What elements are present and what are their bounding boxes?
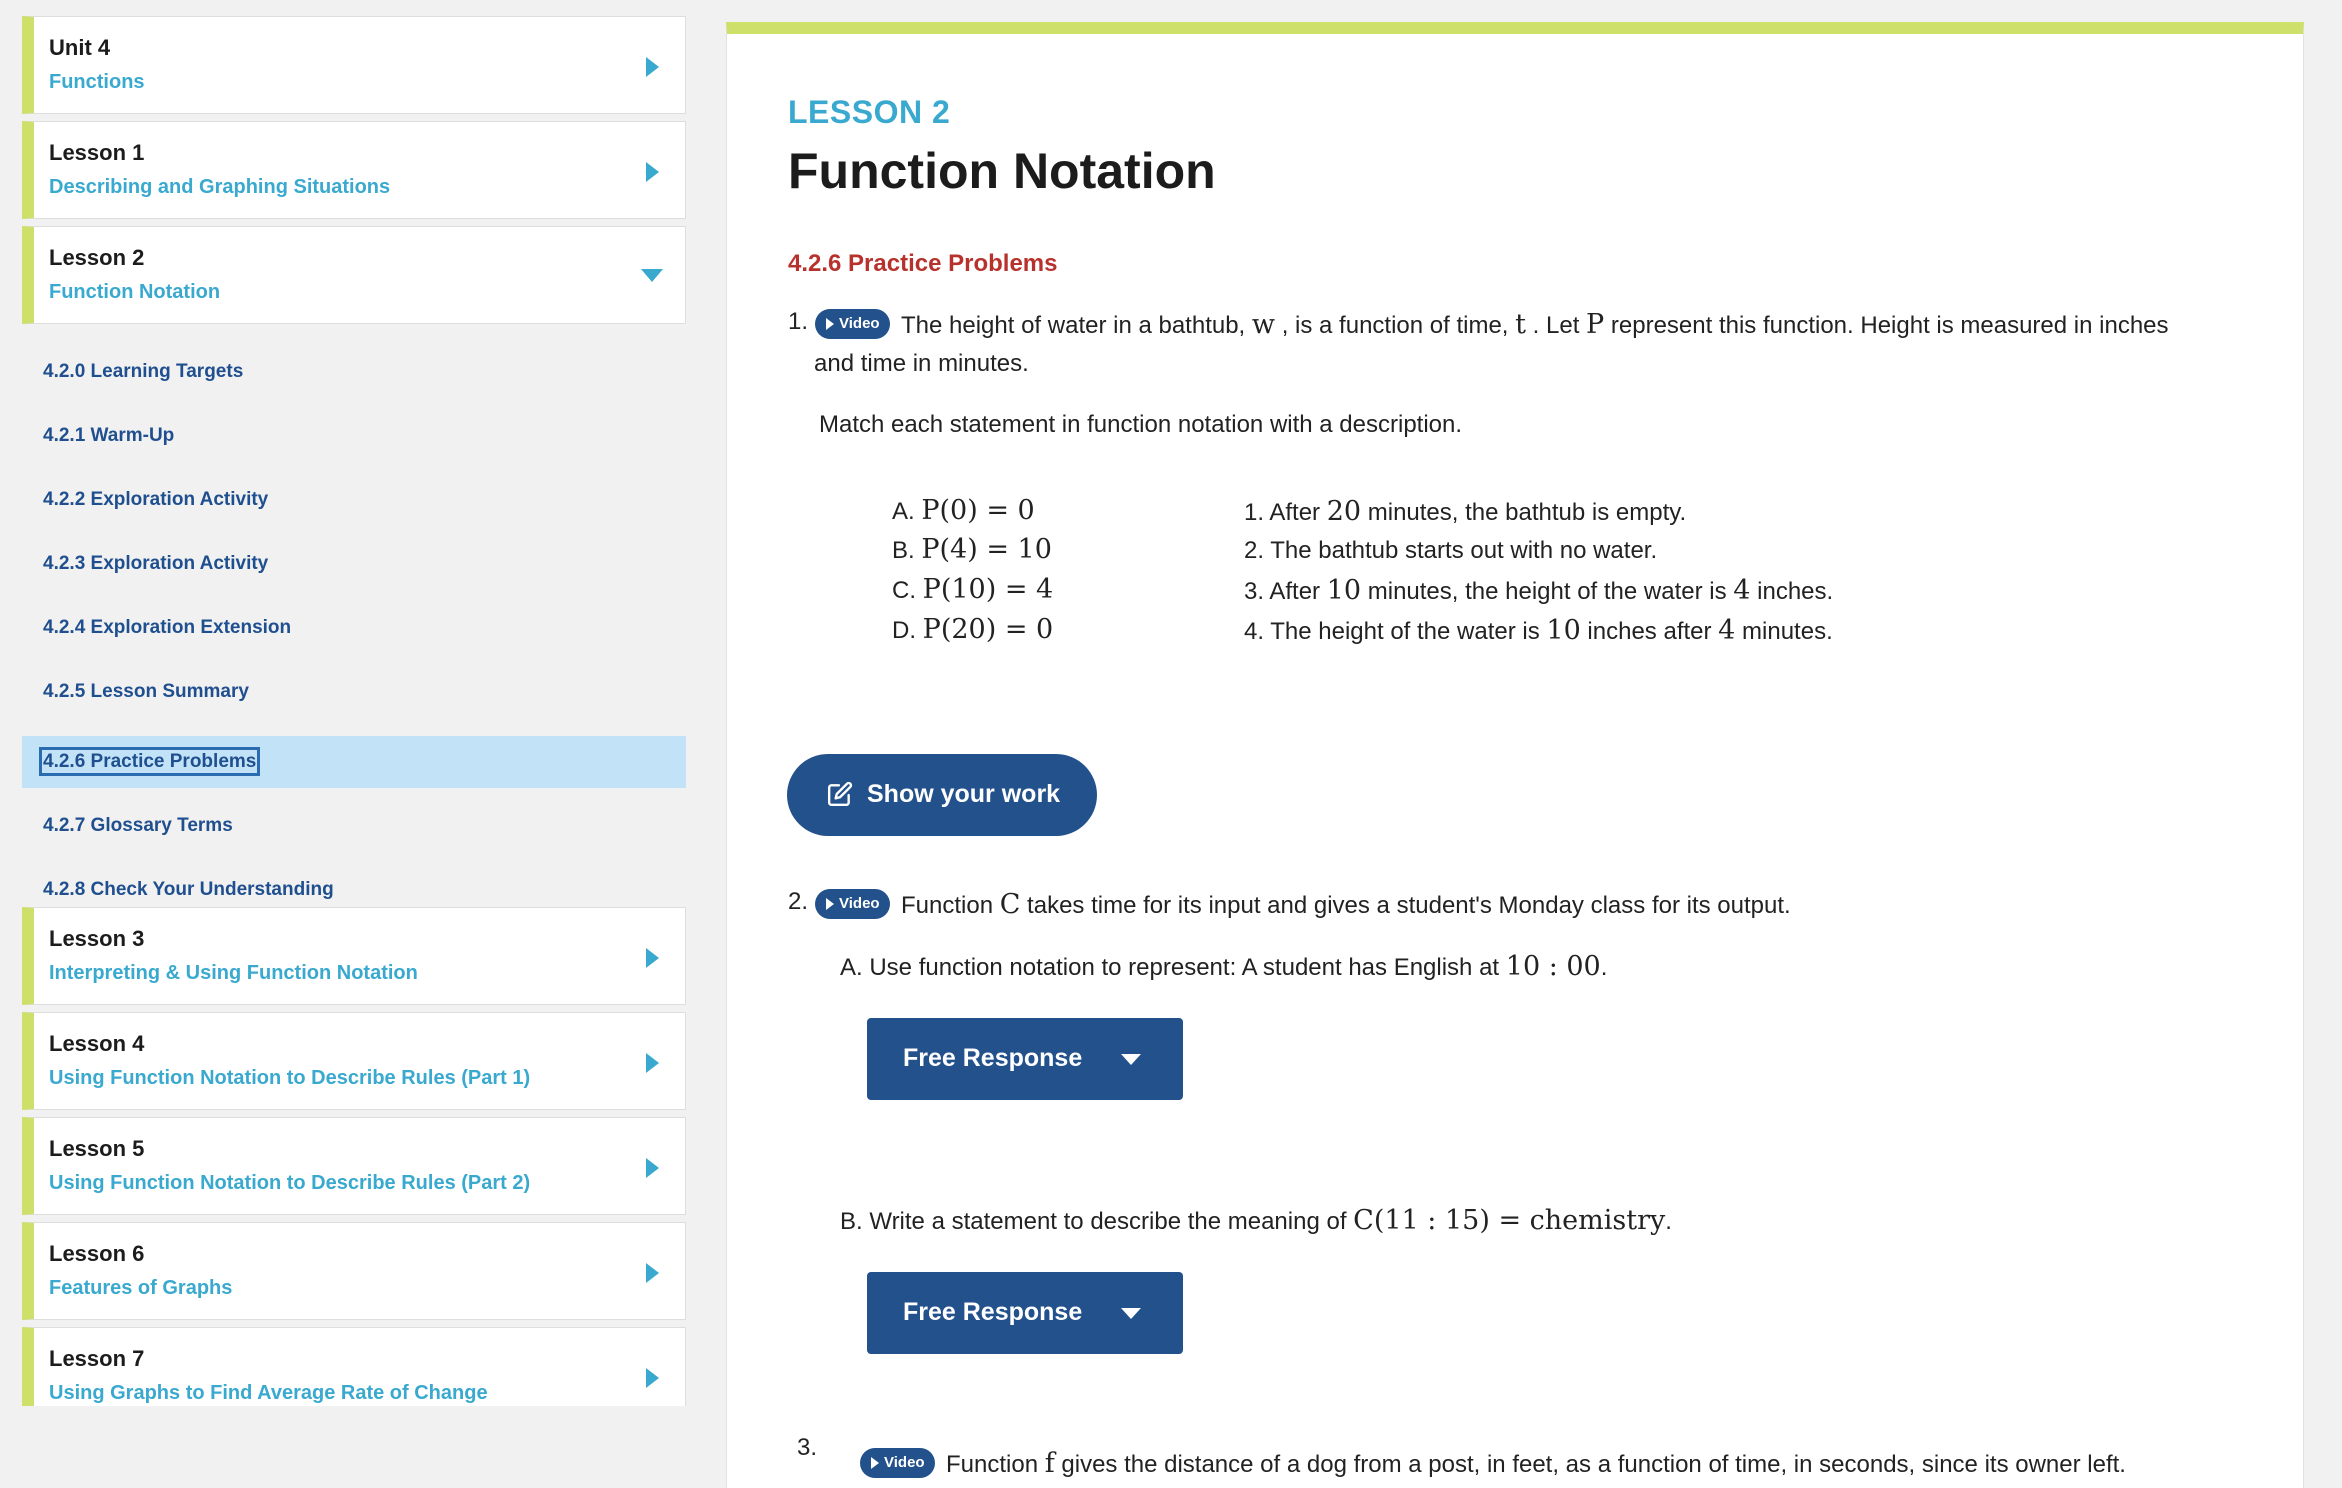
sidebar-card-lesson-3[interactable] <box>22 907 686 1005</box>
description-1: 1. After 20 minutes, the bathtub is empty. <box>1244 496 1687 527</box>
card-subtitle: Function Notation <box>49 281 221 303</box>
problem-2-part-a: A. Use function notation to represent: A student has English at 10 : 00. <box>840 951 1608 982</box>
sidebar-item-check-understanding[interactable]: 4.2.8 Check Your Understanding <box>43 879 334 900</box>
problem-1-instruction: Match each statement in function notation with a description. <box>819 411 1463 438</box>
caret-right-icon <box>646 1368 659 1388</box>
card-title: Lesson 3 <box>49 926 145 951</box>
problem-1-number: 1. <box>788 308 809 335</box>
card-subtitle: Interpreting & Using Function Notation <box>49 962 418 984</box>
card-title: Lesson 5 <box>49 1136 145 1161</box>
free-response-dropdown-a[interactable] <box>867 1018 1183 1100</box>
free-response-label: Free Response <box>903 1298 1083 1326</box>
statement-d: D. P(20) = 0 <box>892 614 1054 645</box>
problem-1-text-line2: and time in minutes. <box>814 350 1029 377</box>
free-response-dropdown-b[interactable] <box>867 1272 1183 1354</box>
sidebar-item-exploration-extension[interactable]: 4.2.4 Exploration Extension <box>43 617 292 638</box>
caret-right-icon <box>646 1158 659 1178</box>
problem-1-text: The height of water in a bathtub, w , is a function of time, t . Let P represent this function. Height is measured in inches <box>901 309 2169 340</box>
card-title: Lesson 7 <box>49 1346 145 1371</box>
sidebar-card-lesson-6[interactable] <box>22 1222 686 1320</box>
caret-right-icon <box>646 1053 659 1073</box>
section-heading: 4.2.6 Practice Problems <box>788 250 1058 277</box>
var-C: C <box>999 889 1021 920</box>
caret-right-icon <box>646 162 659 182</box>
sidebar-item-lesson-summary[interactable]: 4.2.5 Lesson Summary <box>43 681 249 702</box>
caret-right-icon <box>646 948 659 968</box>
problem-2-part-b: B. Write a statement to describe the meaning of C(11 : 15) = chemistry. <box>840 1205 1672 1236</box>
card-title: Unit 4 <box>49 35 111 60</box>
chevron-down-icon <box>1121 1054 1141 1065</box>
caret-right-icon <box>646 57 659 77</box>
var-t: t <box>1515 309 1526 340</box>
var-P: P <box>1586 309 1605 340</box>
statement-b: B. P(4) = 10 <box>892 534 1052 565</box>
show-your-work-button[interactable] <box>787 754 1097 836</box>
problem-2-number: 2. <box>788 888 809 915</box>
show-your-work-label: Show your work <box>867 780 1061 808</box>
problem-1-video-button[interactable]: Video <box>815 309 890 339</box>
problem-3-video-button[interactable]: Video <box>860 1448 935 1478</box>
chevron-down-icon <box>1121 1308 1141 1319</box>
card-subtitle: Describing and Graphing Situations <box>49 176 391 198</box>
lesson-content <box>726 22 2304 1488</box>
statement-a: A. P(0) = 0 <box>892 495 1035 526</box>
problem-3-number: 3. <box>797 1434 818 1461</box>
var-f: f <box>1044 1448 1055 1479</box>
card-subtitle: Functions <box>49 71 145 93</box>
sidebar-item-practice-problems[interactable]: 4.2.6 Practice Problems <box>22 736 686 788</box>
card-title: Lesson 1 <box>49 140 145 165</box>
description-2: 2. The bathtub starts out with no water. <box>1244 537 1658 564</box>
var-w: w <box>1251 309 1276 340</box>
card-subtitle: Using Function Notation to Describe Rules (Part 2) <box>49 1172 531 1194</box>
card-title: Lesson 2 <box>49 245 145 270</box>
page-title: Function Notation <box>788 143 1216 199</box>
card-title: Lesson 4 <box>49 1031 145 1056</box>
sidebar-card-unit-4[interactable] <box>22 16 686 114</box>
card-subtitle: Using Function Notation to Describe Rules (Part 1) <box>49 1067 531 1089</box>
sidebar-item-exploration-activity-2[interactable]: 4.2.3 Exploration Activity <box>43 553 269 574</box>
sidebar-card-lesson-7[interactable] <box>22 1327 686 1406</box>
sidebar-item-glossary-terms[interactable]: 4.2.7 Glossary Terms <box>43 815 233 836</box>
statement-c: C. P(10) = 4 <box>892 574 1054 605</box>
description-4: 4. The height of the water is 10 inches after 4 minutes. <box>1244 615 1833 646</box>
card-title: Lesson 6 <box>49 1241 145 1266</box>
lesson-sidebar <box>22 16 686 1406</box>
description-3: 3. After 10 minutes, the height of the water is 4 inches. <box>1244 575 1834 606</box>
sidebar-card-lesson-4[interactable] <box>22 1012 686 1110</box>
sidebar-card-lesson-2[interactable] <box>22 226 686 324</box>
sidebar-item-learning-targets[interactable]: 4.2.0 Learning Targets <box>43 361 244 382</box>
card-subtitle: Using Graphs to Find Average Rate of Change <box>49 1382 488 1404</box>
sidebar-card-lesson-1[interactable] <box>22 121 686 219</box>
problem-2-text: Function C takes time for its input and gives a student's Monday class for its output. <box>901 889 1791 920</box>
card-subtitle: Features of Graphs <box>49 1277 233 1299</box>
sidebar-item-exploration-activity-1[interactable]: 4.2.2 Exploration Activity <box>43 489 269 510</box>
sidebar-card-lesson-5[interactable] <box>22 1117 686 1215</box>
edit-icon <box>827 781 853 807</box>
lesson-label: LESSON 2 <box>788 94 951 130</box>
problem-3-text: Function f gives the distance of a dog from a post, in feet, as a function of time, in seconds, since its owner left. <box>946 1448 2126 1479</box>
caret-down-icon <box>641 269 663 282</box>
caret-right-icon <box>646 1263 659 1283</box>
free-response-label: Free Response <box>903 1044 1083 1072</box>
problem-2-video-button[interactable]: Video <box>815 889 890 919</box>
sidebar-item-warm-up[interactable]: 4.2.1 Warm-Up <box>43 425 175 446</box>
